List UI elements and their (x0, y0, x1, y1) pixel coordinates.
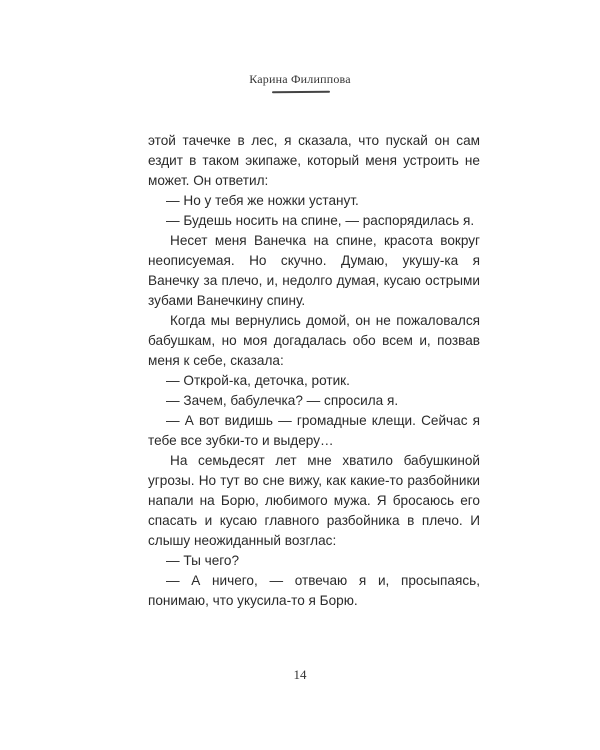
paragraph-5: Когда мы вернулись домой, он не пожаловался бабушкам, но моя догадалась обо всем и, позвав меня к себе, сказала: (148, 313, 480, 368)
paragraph-7: — Зачем, бабулечка? — спросила я. (166, 393, 399, 408)
paragraph-6: — Открой-ка, деточка, ротик. (166, 373, 350, 388)
paragraph-9: На семьдесят лет мне хватило бабушкиной угрозы. Но тут во сне вижу, как какие-то разбойники напали на Борю, любимого мужа. Я бросаюсь его спасать и кусаю главного разбойника в плечо. И слышу неожиданный возглас: (148, 453, 480, 548)
text-block (148, 131, 480, 611)
page-number: 14 (293, 667, 307, 682)
running-head-author: Карина Филиппова (249, 72, 351, 86)
paragraph-8: — А вот видишь — громадные клещи. Сейчас я тебе все зубки-то и выдеру… (148, 413, 480, 448)
paragraph-10: — Ты чего? (166, 553, 240, 568)
paragraph-2: — Но у тебя же ножки устанут. (166, 193, 359, 208)
paragraph-3: — Будешь носить на спине, — распорядилась я. (166, 213, 475, 228)
header-rule (272, 91, 330, 94)
paragraph-1: этой тачечке в лес, я сказала, что пускай он сам ездит в таком экипаже, который меня устроить не может. Он ответил: (148, 133, 480, 188)
paragraph-4: Несет меня Ванечка на спине, красота вокруг неописуемая. Но скучно. Думаю, укушу-ка я Ванечку за плечо, и, недолго думая, кусаю острыми зубами Ванечкину спину. (148, 233, 480, 308)
paragraph-11: — А ничего, — отвечаю я и, просыпаясь, понимаю, что укусила-то я Борю. (148, 573, 480, 608)
